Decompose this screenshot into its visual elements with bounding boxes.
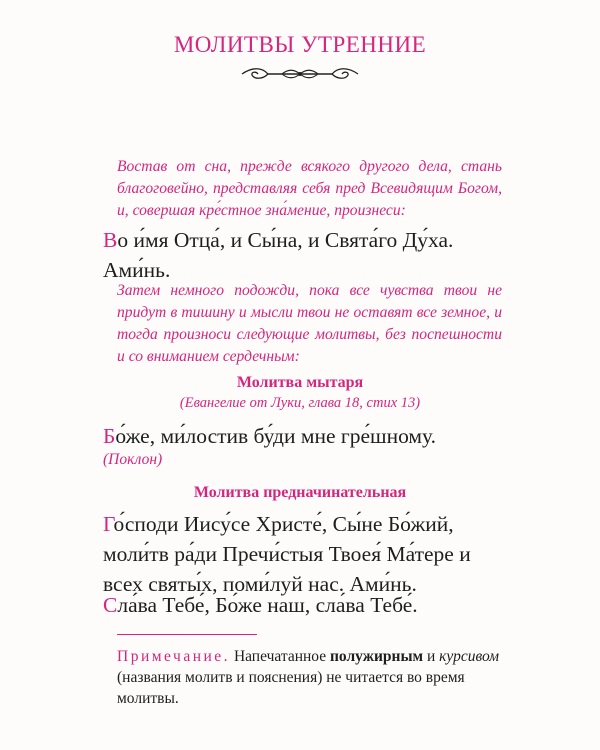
page-title: МОЛИТВЫ УТРЕННИЕ [173,32,427,57]
rubric-instruction-2: Затем немного подожди, пока все чувства твои не придут в тишину и мысли твои не оставят все земное, и тогда произноси следующие молитвы, без поспешности и со вниманием сердечным: [117,282,502,365]
drop-initial: Б [103,424,116,448]
bow-instruction: (Поклон) [103,451,163,468]
rubric-instruction-1: Востав от сна, прежде всякого другого дела, стань благоговейно, представляя себя пред Всевидящим Богом, и, совершая кре́стное зна́мение, произнеси: [117,158,502,219]
prayer-glory [103,590,505,620]
prayer-publican [103,421,505,451]
italic-word: курсивом [439,648,500,665]
prayer-opening [103,509,505,599]
bold-word: полужирным [330,648,424,665]
heading-publican-prayer: Молитва мытаря [236,374,364,391]
scripture-source: (Евангелие от Луки, глава 18, стих 13) [179,395,421,411]
heading-opening-prayer: Молитва предначинательная [193,484,407,501]
footnote-label: Примечание. [117,648,231,665]
prayer-text: о и́мя Отца́, и Сы́на, и Свята́го Ду́ха. Ами́нь. [103,228,454,282]
drop-initial: С [103,593,118,617]
footnote-divider [117,634,257,635]
decorative-flourish-icon [238,66,362,82]
prayer-text: ла́ва Тебе́, Бо́же наш, сла́ва Тебе́. [117,593,418,617]
footnote: Примечание. Напечатанное полужирным и курсивом (названия молитв и пояснения) не читается во время молитвы. [117,648,500,707]
prayer-text: о́же, ми́лостив бу́ди мне гре́шному. [115,424,436,448]
prayer-sign-of-cross [103,225,505,285]
drop-initial: В [103,228,118,252]
drop-initial: Г [103,512,114,536]
prayer-text: о́споди Иису́се Христе́, Сы́не Бо́жий, моли́тв ра́ди Пречи́стыя Твоея́ Ма́тере и всех святы́х, поми́луй нас. Ами́нь. [103,512,471,596]
